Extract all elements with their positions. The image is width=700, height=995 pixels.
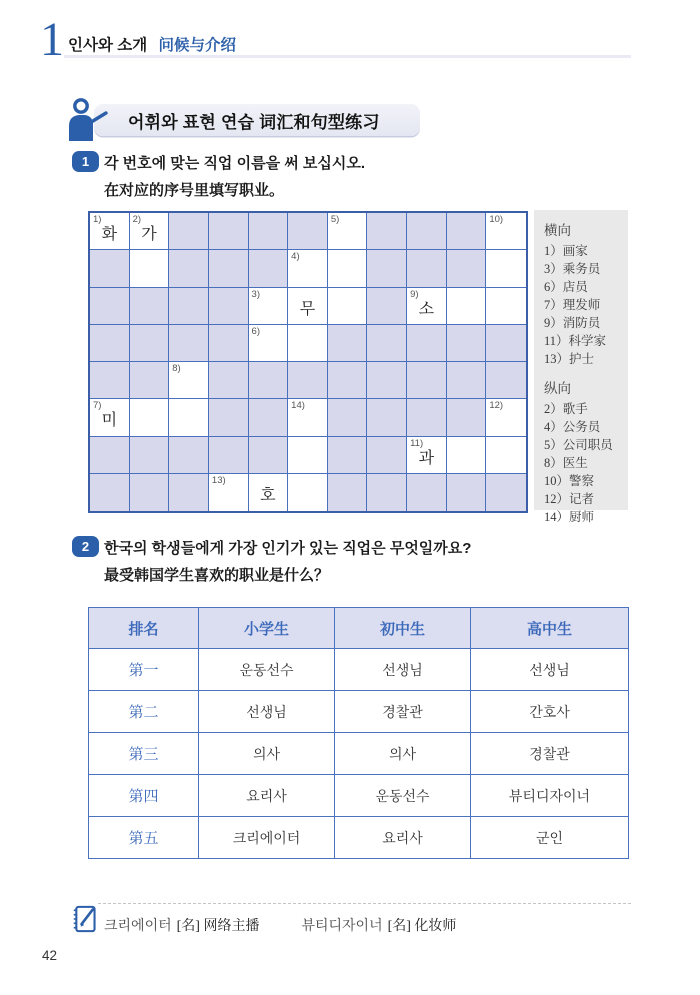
note-divider bbox=[98, 903, 631, 904]
crossword-cell[interactable] bbox=[130, 213, 170, 250]
crossword-cell bbox=[130, 288, 170, 325]
section-title: 어휘와 표현 연습 词汇和句型练习 bbox=[128, 112, 380, 132]
crossword-clue-number: 9) bbox=[410, 288, 419, 300]
crossword-given-letter: 호 bbox=[260, 486, 276, 504]
clues-down-list bbox=[544, 400, 624, 526]
crossword-cell bbox=[169, 213, 209, 250]
clue-item: 6）店员 bbox=[544, 280, 588, 294]
crossword-cell bbox=[486, 362, 526, 399]
table-cell: 선생님 bbox=[335, 649, 471, 691]
clue-item: 12）记者 bbox=[544, 492, 595, 506]
crossword-cell bbox=[90, 437, 130, 474]
crossword-cell bbox=[367, 399, 407, 436]
crossword-cell bbox=[288, 362, 328, 399]
table-column-header: 排名 bbox=[89, 608, 199, 649]
crossword-cell bbox=[407, 362, 447, 399]
vocab-note bbox=[104, 915, 498, 935]
ranking-table bbox=[88, 607, 629, 859]
crossword-given-letter: 미 bbox=[101, 412, 118, 430]
crossword-cell bbox=[209, 325, 249, 362]
table-cell: 선생님 bbox=[471, 649, 629, 691]
crossword-cell bbox=[249, 250, 289, 287]
vocab-item bbox=[301, 917, 456, 933]
clue-item: 1）画家 bbox=[544, 244, 588, 258]
clue-item: 5）公司职员 bbox=[544, 438, 613, 452]
table-cell: 선생님 bbox=[199, 691, 335, 733]
crossword-cell bbox=[447, 362, 487, 399]
exercise2-badge: 2 bbox=[72, 536, 99, 557]
table-cell: 운동선수 bbox=[199, 649, 335, 691]
crossword-cell bbox=[328, 474, 368, 511]
table-cell: 의사 bbox=[335, 733, 471, 775]
exercise1-instruction-chinese: 在对应的序号里填写职业。 bbox=[104, 182, 285, 199]
crossword-cell bbox=[249, 437, 289, 474]
crossword-cell bbox=[447, 213, 487, 250]
table-row bbox=[89, 817, 629, 859]
crossword-cell bbox=[209, 288, 249, 325]
crossword-given-letter: 가 bbox=[141, 226, 157, 243]
clue-item: 4）公务员 bbox=[544, 420, 601, 434]
table-row bbox=[89, 691, 629, 733]
crossword-clue-number: 12) bbox=[489, 400, 504, 412]
table-column-header: 高中生 bbox=[471, 608, 629, 649]
crossword-clue-number: 13) bbox=[211, 474, 226, 486]
crossword-cell[interactable] bbox=[407, 437, 447, 474]
crossword-cell[interactable] bbox=[249, 288, 289, 325]
crossword-clue-number: 6) bbox=[251, 325, 260, 337]
crossword-clue-number: 14) bbox=[291, 400, 305, 412]
page-number: 42 bbox=[42, 948, 58, 963]
crossword-grid bbox=[88, 211, 528, 513]
vocab-word-korean: 크리에이터 bbox=[104, 917, 172, 933]
table-row bbox=[89, 733, 629, 775]
clue-item: 11）科学家 bbox=[544, 334, 607, 348]
table-cell: 경찰관 bbox=[335, 691, 471, 733]
crossword-cell bbox=[90, 362, 130, 399]
crossword-cell bbox=[90, 250, 130, 287]
table-cell: 군인 bbox=[471, 817, 629, 859]
crossword-cell bbox=[209, 437, 249, 474]
table-cell: 요리사 bbox=[199, 775, 335, 817]
teacher-pointer-icon bbox=[66, 97, 112, 141]
crossword-cell bbox=[407, 474, 447, 511]
crossword-cell bbox=[130, 437, 170, 474]
rank-label: 第二 bbox=[89, 691, 199, 733]
clue-item: 7）理发师 bbox=[544, 298, 601, 312]
crossword-cell bbox=[447, 399, 487, 436]
crossword-cell bbox=[209, 213, 249, 250]
vocab-word-korean: 뷰티디자이너 bbox=[301, 917, 383, 933]
crossword-cell[interactable] bbox=[288, 250, 328, 287]
clue-item: 10）警察 bbox=[544, 474, 595, 488]
section-banner bbox=[94, 104, 420, 136]
crossword-cell bbox=[367, 250, 407, 287]
table-cell: 경찰관 bbox=[471, 733, 629, 775]
crossword-cell bbox=[90, 325, 130, 362]
rank-label: 第五 bbox=[89, 817, 199, 859]
ranking-table-header bbox=[89, 608, 629, 649]
crossword-cell[interactable] bbox=[90, 399, 130, 436]
rank-label: 第三 bbox=[89, 733, 199, 775]
crossword-cell[interactable] bbox=[288, 325, 328, 362]
crossword-cell[interactable] bbox=[486, 399, 526, 436]
crossword-cell bbox=[407, 250, 447, 287]
crossword-cell bbox=[367, 437, 407, 474]
chapter-title-chinese: 问候与介绍 bbox=[158, 37, 236, 54]
crossword-cell[interactable] bbox=[328, 250, 368, 287]
crossword-cell bbox=[367, 325, 407, 362]
crossword-cell bbox=[486, 325, 526, 362]
crossword-cell bbox=[328, 325, 368, 362]
crossword-cell bbox=[249, 399, 289, 436]
crossword-cell bbox=[169, 288, 209, 325]
crossword-cell bbox=[328, 362, 368, 399]
crossword-cell bbox=[447, 325, 487, 362]
clue-item: 9）消防员 bbox=[544, 316, 601, 330]
crossword-cell bbox=[447, 250, 487, 287]
table-cell: 뷰티디자이너 bbox=[471, 775, 629, 817]
crossword-cell bbox=[209, 250, 249, 287]
crossword-clue-number: 8) bbox=[172, 363, 181, 374]
exercise2-question-korean: 한국의 학생들에게 가장 인기가 있는 직업은 무엇일까요? bbox=[104, 540, 472, 557]
crossword-cell bbox=[328, 437, 368, 474]
crossword-given-letter: 과 bbox=[418, 449, 435, 467]
crossword-cell bbox=[407, 399, 447, 436]
crossword-cell[interactable] bbox=[447, 288, 487, 325]
crossword-given-letter: 무 bbox=[299, 300, 316, 318]
clue-item: 13）护士 bbox=[544, 352, 595, 366]
table-row bbox=[89, 649, 629, 691]
crossword-cell[interactable] bbox=[169, 399, 209, 436]
crossword-cell[interactable] bbox=[328, 213, 368, 250]
crossword-cell bbox=[130, 362, 170, 399]
clue-item: 14）厨师 bbox=[544, 510, 595, 524]
crossword-cell bbox=[367, 474, 407, 511]
crossword-cell bbox=[209, 399, 249, 436]
vocab-meaning-chinese: [名] 网络主播 bbox=[176, 919, 260, 934]
crossword-cell bbox=[407, 213, 447, 250]
crossword-cell bbox=[90, 474, 130, 511]
crossword-clue-number: 5) bbox=[330, 214, 340, 225]
rank-label: 第四 bbox=[89, 775, 199, 817]
clue-item: 2）歌手 bbox=[544, 402, 588, 416]
crossword-clue-number: 7) bbox=[93, 400, 102, 412]
vocab-meaning-chinese: [名] 化妆师 bbox=[387, 919, 457, 934]
crossword-cell[interactable] bbox=[486, 213, 526, 250]
crossword-cell[interactable] bbox=[249, 325, 289, 362]
exercise1-instruction-korean: 각 번호에 맞는 직업 이름을 써 보십시오. bbox=[104, 155, 366, 172]
clues-across-list bbox=[544, 242, 624, 368]
crossword-cell[interactable] bbox=[169, 362, 209, 399]
crossword-cell[interactable] bbox=[249, 474, 289, 511]
crossword-clue-panel bbox=[534, 210, 628, 524]
crossword-cell[interactable] bbox=[407, 288, 447, 325]
crossword-clue-number: 11) bbox=[410, 437, 424, 449]
crossword-cell[interactable] bbox=[288, 437, 328, 474]
crossword-cell bbox=[447, 474, 487, 511]
crossword-cell bbox=[90, 288, 130, 325]
table-column-header: 小学生 bbox=[199, 608, 335, 649]
crossword-cell[interactable] bbox=[90, 213, 130, 250]
exercise1-badge: 1 bbox=[72, 151, 99, 172]
crossword-cell bbox=[249, 213, 289, 250]
table-cell: 요리사 bbox=[335, 817, 471, 859]
vocab-item bbox=[104, 917, 259, 933]
crossword-cell bbox=[130, 325, 170, 362]
crossword-cell[interactable] bbox=[288, 288, 328, 325]
crossword-cell bbox=[367, 213, 407, 250]
crossword-clue-number: 2) bbox=[132, 214, 142, 225]
crossword-cell bbox=[169, 325, 209, 362]
crossword-cell[interactable] bbox=[486, 250, 526, 287]
header-divider bbox=[64, 55, 631, 58]
crossword-cell bbox=[407, 325, 447, 362]
crossword-cell bbox=[249, 362, 289, 399]
crossword-cell[interactable] bbox=[288, 474, 328, 511]
clues-down-heading: 纵向 bbox=[544, 381, 571, 396]
crossword-cell bbox=[288, 213, 328, 250]
crossword-clue-number: 10) bbox=[489, 214, 504, 225]
chapter-title bbox=[68, 33, 236, 55]
crossword-cell bbox=[367, 288, 407, 325]
crossword-cell[interactable] bbox=[328, 288, 368, 325]
clues-across-heading: 横向 bbox=[544, 223, 571, 238]
crossword-cell bbox=[169, 250, 209, 287]
crossword-given-letter: 소 bbox=[418, 300, 435, 318]
crossword-cell[interactable] bbox=[130, 250, 170, 287]
notebook-pencil-icon bbox=[72, 903, 98, 935]
clue-item: 3）乘务员 bbox=[544, 262, 601, 276]
crossword-cell bbox=[169, 474, 209, 511]
crossword-cell[interactable] bbox=[486, 437, 526, 474]
crossword-clue-number: 4) bbox=[291, 251, 300, 263]
table-column-header: 初中生 bbox=[335, 608, 471, 649]
table-cell: 간호사 bbox=[471, 691, 629, 733]
crossword-cell[interactable] bbox=[288, 399, 328, 436]
crossword-clue-number: 3) bbox=[251, 288, 260, 300]
crossword-given-letter: 화 bbox=[101, 226, 118, 243]
crossword-cell[interactable] bbox=[130, 399, 170, 436]
crossword-cell bbox=[486, 474, 526, 511]
crossword-clue-number: 1) bbox=[93, 214, 102, 225]
crossword-cell bbox=[209, 362, 249, 399]
crossword-cell bbox=[169, 437, 209, 474]
chapter-number: 1 bbox=[40, 13, 64, 66]
crossword-cell bbox=[367, 362, 407, 399]
table-cell: 운동선수 bbox=[335, 775, 471, 817]
chapter-title-korean: 인사와 소개 bbox=[68, 37, 148, 54]
crossword-cell[interactable] bbox=[447, 437, 487, 474]
crossword-cell bbox=[328, 399, 368, 436]
rank-label: 第一 bbox=[89, 649, 199, 691]
table-cell: 크리에이터 bbox=[199, 817, 335, 859]
crossword-cell bbox=[130, 474, 170, 511]
exercise2-question-chinese: 最受韩国学生喜欢的职业是什么？ bbox=[104, 567, 330, 584]
crossword-cell[interactable] bbox=[209, 474, 249, 511]
table-cell: 의사 bbox=[199, 733, 335, 775]
crossword-cell[interactable] bbox=[486, 288, 526, 325]
table-row bbox=[89, 775, 629, 817]
clue-item: 8）医生 bbox=[544, 456, 588, 470]
